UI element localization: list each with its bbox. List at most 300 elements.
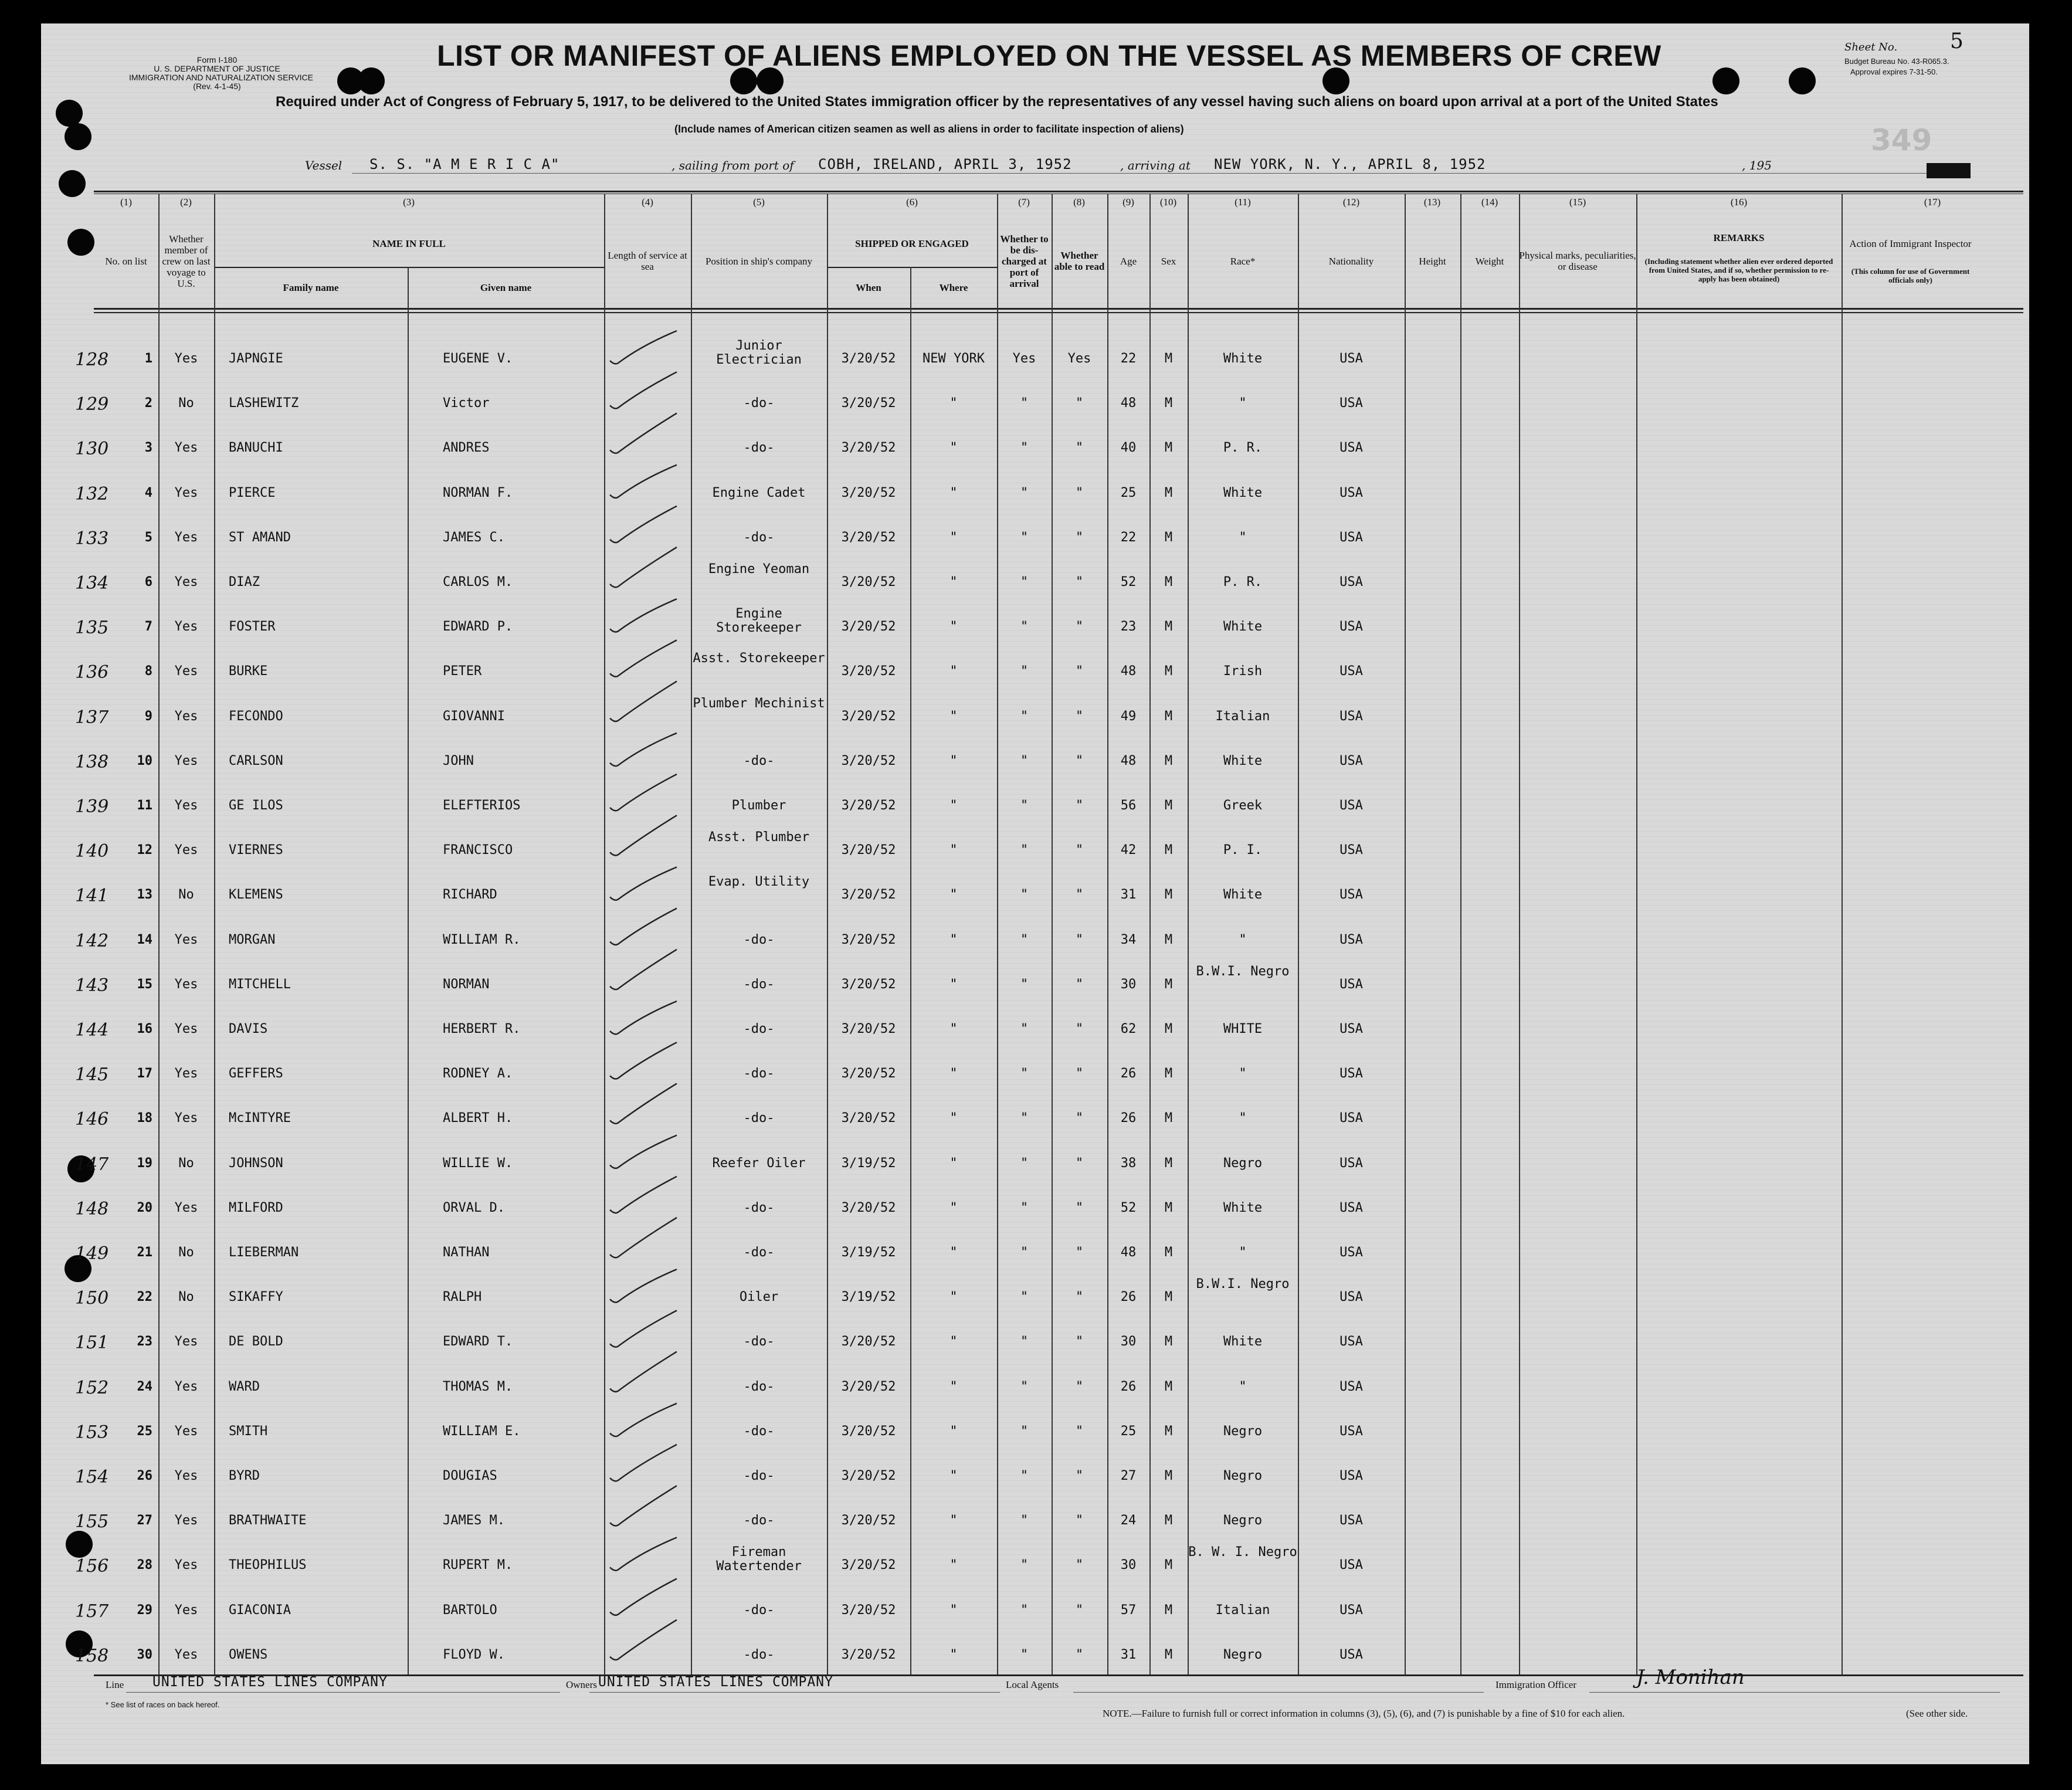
races-note: * See list of races on back hereof. xyxy=(106,1700,220,1709)
given-name: BARTOLO xyxy=(443,1602,497,1618)
list-number: 146 xyxy=(75,1109,109,1130)
nationality: USA xyxy=(1339,843,1363,858)
discharged-at-port: " xyxy=(1020,1334,1029,1350)
position-in-company: -do- xyxy=(743,1245,775,1260)
row-number: 4 xyxy=(144,485,152,500)
given-name: THOMAS M. xyxy=(443,1379,513,1394)
officer-signature: J. Monihan xyxy=(1636,1666,1745,1689)
race: Italian xyxy=(1215,1602,1270,1618)
discharged-at-port: " xyxy=(1020,753,1029,768)
column-number: (11) xyxy=(1235,196,1251,208)
inclusion-note: (Include names of American citizen seamen as well as aliens in order to facilitate inspection of aliens) xyxy=(674,123,1184,135)
given-name: RALPH xyxy=(443,1290,482,1305)
given-name: ORVAL D. xyxy=(443,1200,505,1215)
sex: M xyxy=(1164,1066,1173,1082)
able-to-read: " xyxy=(1075,753,1084,768)
shipped-when: 3/20/52 xyxy=(841,664,896,679)
position-in-company: -do- xyxy=(743,1423,775,1439)
column-number: (12) xyxy=(1342,196,1360,208)
list-number: 128 xyxy=(75,350,109,370)
header-shipped-engaged: SHIPPED OR ENGAGED xyxy=(855,238,969,249)
race: P. R. xyxy=(1223,575,1263,589)
sex: M xyxy=(1164,798,1173,813)
discharged-at-port: " xyxy=(1020,708,1029,724)
row-number: 11 xyxy=(137,798,152,813)
shipped-where: NEW YORK xyxy=(923,351,985,366)
header-discharged: Whether to be dis-charged at port of arrival xyxy=(1000,233,1049,289)
shipped-where: " xyxy=(949,798,958,813)
header-action-note: (This column for use of Government officials only) xyxy=(1851,267,1970,284)
shipped-where: " xyxy=(949,1423,958,1439)
position-in-company: Engine Cadet xyxy=(712,485,806,500)
row-number: 10 xyxy=(137,753,152,768)
shipped-where: " xyxy=(949,753,958,768)
shipped-when: 3/20/52 xyxy=(841,843,896,858)
race: Negro xyxy=(1223,1155,1263,1171)
row-number: 14 xyxy=(137,932,152,947)
family-name: FOSTER xyxy=(229,619,276,635)
shipped-where: " xyxy=(949,1290,958,1305)
row-number: 13 xyxy=(137,887,152,903)
family-name: LIEBERMAN xyxy=(229,1245,299,1260)
list-number: 153 xyxy=(75,1422,109,1443)
column-number: (16) xyxy=(1730,196,1748,208)
row-number: 1 xyxy=(144,351,152,366)
check-mark xyxy=(610,867,677,900)
nationality: USA xyxy=(1339,1513,1363,1528)
row-number: 26 xyxy=(137,1469,152,1483)
able-to-read: " xyxy=(1075,1379,1084,1394)
family-name: VIERNES xyxy=(229,843,283,858)
nationality: USA xyxy=(1339,708,1363,724)
form-number: Form I-180 xyxy=(196,55,238,65)
column-number: (4) xyxy=(642,196,653,208)
age: 25 xyxy=(1120,485,1137,500)
budget-number: Budget Bureau No. 43-R065.3. xyxy=(1844,57,1949,66)
given-name: JAMES M. xyxy=(443,1513,505,1528)
able-to-read: " xyxy=(1075,530,1084,545)
age: 31 xyxy=(1120,887,1137,903)
age: 22 xyxy=(1120,351,1137,366)
position-in-company: -do- xyxy=(743,1602,775,1618)
row-number: 25 xyxy=(137,1423,152,1439)
check-mark xyxy=(610,547,677,587)
crew-last-voyage: Yes xyxy=(174,1469,198,1483)
crew-last-voyage: Yes xyxy=(174,619,198,635)
punch-hole xyxy=(1712,67,1739,94)
see-other-side: (See other side. xyxy=(1906,1708,1968,1719)
crew-last-voyage: Yes xyxy=(174,977,198,992)
age: 40 xyxy=(1120,440,1137,456)
sex: M xyxy=(1164,708,1173,724)
column-number: (14) xyxy=(1481,196,1498,208)
family-name: GIACONIA xyxy=(229,1602,291,1618)
crew-last-voyage: No xyxy=(178,396,194,411)
age: 31 xyxy=(1120,1647,1137,1662)
sex: M xyxy=(1164,440,1173,456)
race: P. I. xyxy=(1223,843,1263,858)
shipped-where: " xyxy=(949,1155,958,1171)
nationality: USA xyxy=(1339,575,1363,589)
discharged-at-port: " xyxy=(1020,1111,1029,1126)
position-in-company: -do- xyxy=(743,1334,775,1350)
shipped-when: 3/20/52 xyxy=(841,619,896,635)
nationality: USA xyxy=(1339,619,1363,635)
row-number: 29 xyxy=(137,1602,152,1618)
nationality: USA xyxy=(1339,1423,1363,1439)
list-number: 129 xyxy=(75,394,109,415)
position-in-company: Plumber Mechinist xyxy=(693,696,825,711)
sex: M xyxy=(1164,1155,1173,1171)
position-in-company: -do- xyxy=(743,1379,775,1394)
check-mark xyxy=(610,1352,677,1392)
vessel-name: S. S. "A M E R I C A" xyxy=(369,156,560,172)
header-family-name: Family name xyxy=(283,282,339,293)
crew-last-voyage: Yes xyxy=(174,351,198,366)
punch-hole xyxy=(358,67,385,94)
position-in-company: -do- xyxy=(743,1200,775,1215)
race: " xyxy=(1239,1245,1247,1260)
revision: (Rev. 4-1-45) xyxy=(193,82,241,91)
age: 49 xyxy=(1120,708,1137,724)
nationality: USA xyxy=(1339,530,1363,545)
given-name: EDWARD T. xyxy=(443,1334,513,1350)
header-crew-last-voyage: Whether member of crew on last voyage to U.S. xyxy=(162,233,211,289)
sex: M xyxy=(1164,1423,1173,1439)
race: P. R. xyxy=(1223,440,1263,456)
list-number: 157 xyxy=(75,1601,109,1622)
given-name: EUGENE V. xyxy=(443,351,513,366)
shipped-where: " xyxy=(949,1111,958,1126)
nationality: USA xyxy=(1339,1111,1363,1126)
discharged-at-port: " xyxy=(1020,530,1029,545)
discharged-at-port: " xyxy=(1020,887,1029,903)
position-in-company: -do- xyxy=(743,1469,775,1483)
header-weight: Weight xyxy=(1475,255,1504,267)
sheet-number: 5 xyxy=(1950,29,1964,53)
list-number: 158 xyxy=(75,1645,109,1666)
check-mark xyxy=(610,1486,677,1525)
shipped-when: 3/20/52 xyxy=(841,1379,896,1394)
able-to-read: " xyxy=(1075,664,1084,679)
check-mark xyxy=(610,506,677,543)
age: 52 xyxy=(1120,1200,1137,1215)
check-mark xyxy=(610,733,677,766)
column-number: (3) xyxy=(403,196,415,208)
position-in-company: -do- xyxy=(743,1022,775,1036)
able-to-read: " xyxy=(1075,1602,1084,1618)
column-number: (17) xyxy=(1924,196,1941,208)
nationality: USA xyxy=(1339,440,1363,456)
able-to-read: " xyxy=(1075,485,1084,500)
discharged-at-port: " xyxy=(1020,1647,1029,1662)
given-name: FLOYD W. xyxy=(443,1647,505,1662)
family-name: WARD xyxy=(229,1379,260,1394)
able-to-read: " xyxy=(1075,396,1084,411)
position-in-company: -do- xyxy=(743,396,775,411)
arriving-at: NEW YORK, N. Y., APRIL 8, 1952 xyxy=(1214,156,1486,172)
position-in-company: -do- xyxy=(743,1066,775,1082)
able-to-read: " xyxy=(1075,798,1084,813)
discharged-at-port: " xyxy=(1020,1602,1029,1618)
row-number: 24 xyxy=(137,1379,152,1394)
age: 23 xyxy=(1120,619,1137,635)
given-name: Victor xyxy=(443,396,490,411)
crew-last-voyage: Yes xyxy=(174,485,198,500)
check-mark xyxy=(610,1177,677,1213)
race: White xyxy=(1223,887,1263,903)
position-in-company: -do- xyxy=(743,977,775,992)
age: 42 xyxy=(1120,843,1137,858)
row-number: 20 xyxy=(137,1200,152,1215)
shipped-where: " xyxy=(949,530,958,545)
given-name: ALBERT H. xyxy=(443,1111,513,1126)
owners-label: Owners xyxy=(566,1679,597,1690)
row-number: 3 xyxy=(144,440,152,456)
family-name: SIKAFFY xyxy=(229,1290,283,1305)
shipped-where: " xyxy=(949,440,958,456)
approval-expiry: Approval expires 7-31-50. xyxy=(1850,67,1938,76)
given-name: RICHARD xyxy=(443,887,497,903)
service: IMMIGRATION AND NATURALIZATION SERVICE xyxy=(129,73,313,82)
row-number: 17 xyxy=(137,1066,152,1082)
position-in-company: Engine Yeoman xyxy=(708,562,810,577)
nationality: USA xyxy=(1339,396,1363,411)
family-name: BYRD xyxy=(229,1469,260,1483)
given-name: NORMAN F. xyxy=(443,485,513,500)
able-to-read: " xyxy=(1075,440,1084,456)
discharged-at-port: " xyxy=(1020,664,1029,679)
list-number: 145 xyxy=(75,1064,109,1086)
manifest-sheet xyxy=(41,23,2029,1764)
age: 62 xyxy=(1120,1022,1137,1036)
nationality: USA xyxy=(1339,1379,1363,1394)
check-mark xyxy=(610,465,677,498)
header-nationality: Nationality xyxy=(1328,255,1374,267)
shipped-when: 3/20/52 xyxy=(841,753,896,768)
sex: M xyxy=(1164,664,1173,679)
able-to-read: " xyxy=(1075,1290,1084,1305)
header-length-service: Length of service at sea xyxy=(608,250,687,272)
age: 48 xyxy=(1120,1245,1137,1260)
row-number: 2 xyxy=(144,396,152,411)
shipped-where: " xyxy=(949,887,958,903)
column-number: (6) xyxy=(906,196,918,208)
crew-last-voyage: Yes xyxy=(174,1022,198,1036)
crew-last-voyage: Yes xyxy=(174,753,198,768)
race: White xyxy=(1223,1200,1263,1215)
given-name: WILLIE W. xyxy=(443,1155,513,1171)
age: 26 xyxy=(1120,1066,1137,1082)
sheet-label: Sheet No. xyxy=(1844,41,1898,53)
shipped-when: 3/19/52 xyxy=(841,1290,896,1305)
crew-last-voyage: Yes xyxy=(174,1200,198,1215)
position-in-company: Asst. Plumber xyxy=(708,830,810,845)
shipped-where: " xyxy=(949,396,958,411)
list-number: 155 xyxy=(75,1511,109,1533)
punch-hole xyxy=(67,229,94,256)
check-mark xyxy=(610,372,677,408)
header-sex: Sex xyxy=(1161,255,1176,267)
shipped-where: " xyxy=(949,575,958,589)
shipped-where: " xyxy=(949,1469,958,1483)
given-name: WILLIAM R. xyxy=(443,932,521,947)
family-name: ST AMAND xyxy=(229,530,291,545)
discharged-at-port: " xyxy=(1020,1066,1029,1082)
list-number: 154 xyxy=(75,1467,109,1487)
race: White xyxy=(1223,619,1263,635)
header-able-to-read: Whether able to read xyxy=(1054,250,1105,272)
sex: M xyxy=(1164,1245,1173,1260)
given-name: FRANCISCO xyxy=(443,843,513,858)
row-number: 30 xyxy=(137,1647,152,1662)
check-mark xyxy=(610,682,677,721)
nationality: USA xyxy=(1339,485,1363,500)
family-name: DE BOLD xyxy=(229,1334,283,1350)
sailing-from: COBH, IRELAND, APRIL 3, 1952 xyxy=(818,156,1072,172)
discharged-at-port: " xyxy=(1020,1558,1029,1573)
family-name: JOHNSON xyxy=(229,1155,283,1171)
age: 57 xyxy=(1120,1602,1137,1618)
nationality: USA xyxy=(1339,932,1363,947)
check-mark xyxy=(610,1537,677,1570)
family-name: KLEMENS xyxy=(229,887,283,903)
race: Negro xyxy=(1223,1513,1263,1528)
list-number: 140 xyxy=(75,841,109,862)
given-name: EDWARD P. xyxy=(443,619,513,635)
given-name: HERBERT R. xyxy=(443,1022,521,1036)
able-to-read: " xyxy=(1075,932,1084,947)
crew-last-voyage: Yes xyxy=(174,1647,198,1662)
sex: M xyxy=(1164,619,1173,635)
row-number: 22 xyxy=(137,1290,152,1305)
shipped-where: " xyxy=(949,843,958,858)
shipped-when: 3/20/52 xyxy=(841,1513,896,1528)
able-to-read: " xyxy=(1075,1647,1084,1662)
discharged-at-port: Yes xyxy=(1012,351,1036,366)
discharged-at-port: " xyxy=(1020,619,1029,635)
family-name: McINTYRE xyxy=(229,1111,291,1126)
shipped-when: 3/20/52 xyxy=(841,530,896,545)
list-number: 137 xyxy=(75,707,109,728)
line-label: Line xyxy=(106,1679,124,1690)
nationality: USA xyxy=(1339,1334,1363,1350)
sex: M xyxy=(1164,887,1173,903)
redaction-mark xyxy=(1927,163,1971,178)
crew-last-voyage: Yes xyxy=(174,1602,198,1618)
sex: M xyxy=(1164,1513,1173,1528)
race: White xyxy=(1223,1334,1263,1350)
nationality: USA xyxy=(1339,1200,1363,1215)
family-name: GEFFERS xyxy=(229,1066,283,1082)
row-number: 9 xyxy=(144,708,152,724)
row-number: 21 xyxy=(137,1245,152,1260)
discharged-at-port: " xyxy=(1020,575,1029,589)
service-check-marks xyxy=(604,311,691,1677)
age: 30 xyxy=(1120,977,1137,992)
family-name: MILFORD xyxy=(229,1200,283,1215)
age: 24 xyxy=(1120,1513,1137,1528)
given-name: CARLOS M. xyxy=(443,575,513,589)
age: 48 xyxy=(1120,664,1137,679)
header-physical-marks: Physical marks, peculiarities, or disease xyxy=(1519,250,1636,272)
check-mark xyxy=(610,413,677,453)
punch-hole xyxy=(59,170,86,197)
discharged-at-port: " xyxy=(1020,396,1029,411)
year-label: , 195 xyxy=(1742,158,1772,172)
family-name: GE ILOS xyxy=(229,798,283,813)
nationality: USA xyxy=(1339,351,1363,366)
discharged-at-port: " xyxy=(1020,1513,1029,1528)
row-number: 6 xyxy=(144,575,152,589)
punch-hole xyxy=(65,123,91,150)
row-number: 5 xyxy=(144,530,152,545)
page-title: LIST OR MANIFEST OF ALIENS EMPLOYED ON THE VESSEL AS MEMBERS OF CREW xyxy=(437,39,1661,72)
race: White xyxy=(1223,351,1263,366)
family-name: MITCHELL xyxy=(229,977,291,992)
check-mark xyxy=(610,1269,677,1302)
page-subtitle: Required under Act of Congress of February 5, 1917, to be delivered to the United States immigration officer by the representatives of any vessel having such aliens on board upon arrival at a port of the United States xyxy=(276,94,1718,110)
form-identifier xyxy=(129,55,313,91)
nationality: USA xyxy=(1339,1558,1363,1573)
able-to-read: " xyxy=(1075,619,1084,635)
shipped-where: " xyxy=(949,977,958,992)
shipped-when: 3/20/52 xyxy=(841,485,896,500)
list-number: 134 xyxy=(75,573,109,594)
family-name: THEOPHILUS xyxy=(229,1558,307,1573)
check-mark xyxy=(610,599,677,632)
column-number: (13) xyxy=(1423,196,1441,208)
position-in-company: Plumber xyxy=(731,798,786,813)
family-name: BURKE xyxy=(229,664,268,679)
list-number: 132 xyxy=(75,483,109,504)
given-name: DOUGIAS xyxy=(443,1469,497,1483)
shipped-when: 3/20/52 xyxy=(841,1111,896,1126)
list-number: 147 xyxy=(75,1154,109,1175)
header-remarks-note: (Including statement whether alien ever ordered deported from United States, and if so, whether permission to re-apply has been obtained) xyxy=(1644,256,1833,283)
position-in-company: Oiler xyxy=(739,1290,779,1305)
race: Irish xyxy=(1223,664,1263,679)
row-number: 7 xyxy=(144,619,152,635)
sex: M xyxy=(1164,843,1173,858)
check-mark xyxy=(610,1445,677,1481)
race: " xyxy=(1239,1066,1247,1082)
header-when: When xyxy=(856,282,881,293)
list-number: 143 xyxy=(75,975,109,996)
shipped-when: 3/20/52 xyxy=(841,887,896,903)
shipped-when: 3/20/52 xyxy=(841,396,896,411)
discharged-at-port: " xyxy=(1020,798,1029,813)
able-to-read: " xyxy=(1075,1245,1084,1260)
header-remarks: REMARKS xyxy=(1713,232,1765,243)
list-number: 136 xyxy=(75,662,109,683)
discharged-at-port: " xyxy=(1020,1245,1029,1260)
nationality: USA xyxy=(1339,1245,1363,1260)
nationality: USA xyxy=(1339,887,1363,903)
crew-last-voyage: Yes xyxy=(174,1558,198,1573)
shipped-where: " xyxy=(949,619,958,635)
shipped-where: " xyxy=(949,1066,958,1082)
age: 26 xyxy=(1120,1290,1137,1305)
list-number: 144 xyxy=(75,1020,109,1040)
header-position: Position in ship's company xyxy=(705,255,813,267)
crew-last-voyage: Yes xyxy=(174,1513,198,1528)
given-name: JOHN xyxy=(443,753,474,768)
crew-last-voyage: Yes xyxy=(174,1334,198,1350)
able-to-read: Yes xyxy=(1067,351,1091,366)
crew-last-voyage: Yes xyxy=(174,664,198,679)
nationality: USA xyxy=(1339,1469,1363,1483)
